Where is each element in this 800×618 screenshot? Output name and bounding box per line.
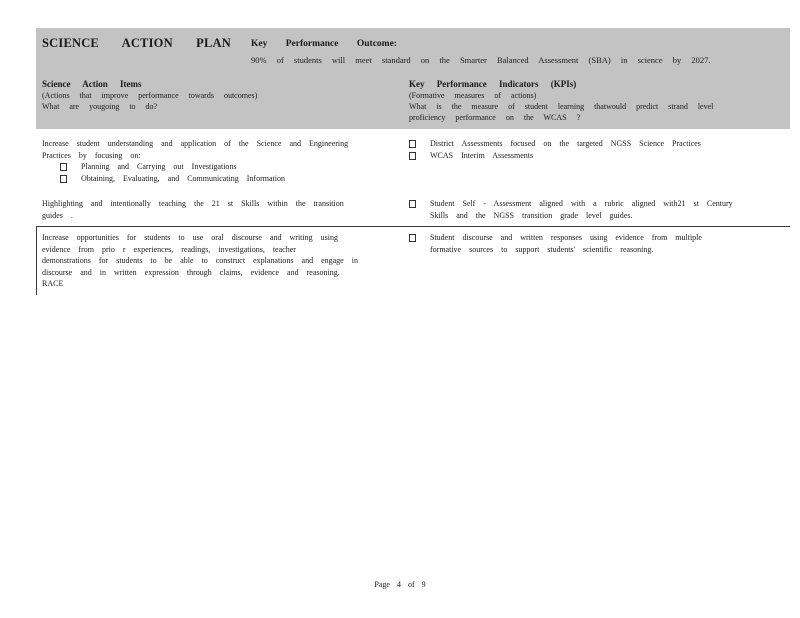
right-subheading-1: (Formative measures of actions) (409, 91, 537, 100)
row-2-left: Highlighting and intentionally teaching the 21 st Skills within the transition guides . (42, 199, 344, 220)
list-item: Student discourse and written responses using evidence from multiple formative sources to support students' scientific reasoning. (409, 232, 784, 255)
row-1-right (409, 138, 784, 161)
left-subheading-1: (Actions that improve performance towards outcomes) (42, 91, 258, 100)
left-border-line (36, 227, 37, 295)
left-column-header (42, 78, 392, 112)
right-subheading-3: proficiency performance on the WCAS ? (409, 113, 581, 122)
table-row (36, 227, 790, 295)
right-subheading-2: What is the measure of student learning thatwould predict strand level (409, 102, 714, 111)
checkbox-bullet-icon (409, 140, 416, 148)
action-plan-document (36, 28, 790, 295)
checkbox-bullet-icon (409, 234, 416, 242)
row-1-left (42, 138, 392, 184)
kpo-text: 90% of students will meet standard on the Smarter Balanced Assessment (SBA) in science by 2027. (251, 55, 711, 65)
right-column-header (409, 78, 784, 123)
row-2-right (409, 198, 784, 221)
row-3-right (409, 232, 784, 255)
table-row (36, 129, 790, 227)
checkbox-bullet-icon (409, 152, 416, 160)
left-heading: Science Action Items (42, 79, 142, 89)
list-item: District Assessments focused on the targeted NGSS Science Practices (409, 138, 784, 150)
right-heading: Key Performance Indicators (KPIs) (409, 79, 577, 89)
list-item: Obtaining, Evaluating, and Communicating Information (60, 173, 392, 185)
list-item: Planning and Carrying out Investigations (60, 161, 392, 173)
header-band (36, 28, 790, 129)
row-1-intro-2: Practices by focusing on: (42, 150, 141, 160)
checkbox-bullet-icon (60, 163, 67, 171)
checkbox-bullet-icon (60, 175, 67, 183)
left-subheading-2: What are yougoing to do? (42, 102, 158, 111)
list-item: WCAS Interim Assessments (409, 150, 784, 162)
list-item: Student Self - Assessment aligned with a rubric aligned with21 st Century Skills and the NGSS transition grade level guides. (409, 198, 784, 221)
page-number: Page 4 of 9 (374, 580, 426, 589)
row-3-left: Increase opportunities for students to use oral discourse and writing using evidence from prio r experiences, readings, investigations, teacher demonstrations for students to be able to construct explanations and engage in discourse and in written expression through claims, evidence and reasoning. RACE (42, 233, 358, 288)
page-title: SCIENCE ACTION PLAN (42, 36, 231, 50)
checkbox-bullet-icon (409, 200, 416, 208)
kpo-label: Key Performance Outcome: (251, 39, 397, 49)
row-1-intro: Increase student understanding and application of the Science and Engineering (42, 139, 349, 148)
